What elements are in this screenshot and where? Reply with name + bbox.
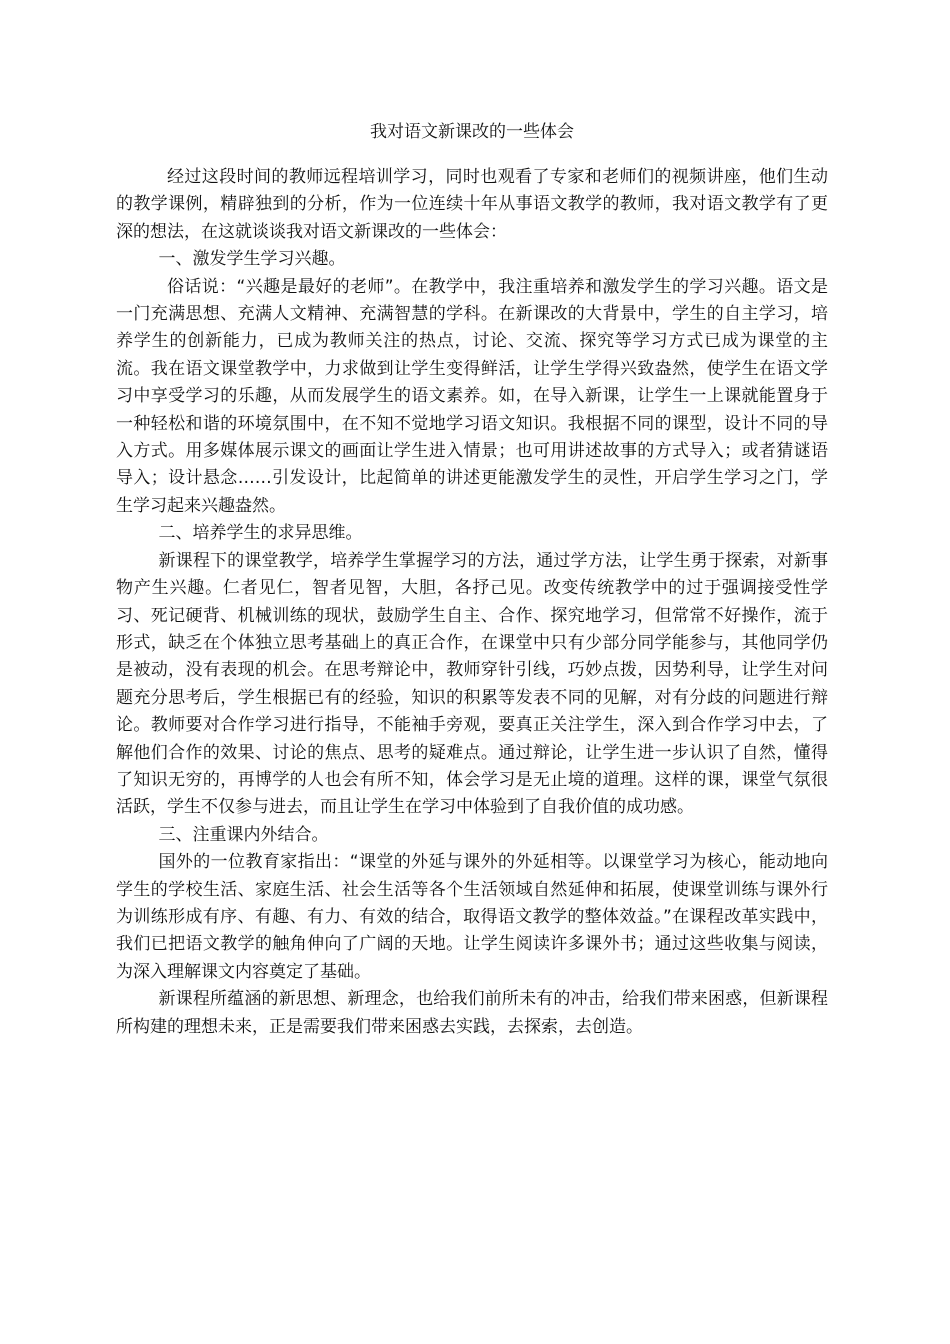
- closing-paragraph: 新课程所蕴涵的新思想、新理念，也给我们前所未有的冲击，给我们带来困惑，但新课程所构建的理想未来，正是需要我们带来困惑去实践，去探索，去创造。: [116, 989, 828, 1037]
- section-heading-3: 三、注重课内外结合。: [158, 824, 329, 845]
- intro-paragraph: 经过这段时间的教师远程培训学习，同时也观看了专家和老师们的视频讲座，他们生动的教学课例，精辟独到的分析，作为一位连续十年从事语文教学的教师，我对语文教学有了更深的想法，在这就谈谈我对语文新课改的一些体会：: [116, 167, 828, 242]
- section-1-paragraph: 俗话说：“兴趣是最好的老师”。在教学中，我注重培养和激发学生的学习兴趣。语文是一门充满思想、充满人文精神、充满智慧的学科。在新课改的大背景中，学生的自主学习，培养学生的创新能力，已成为教师关注的热点，讨论、交流、探究等学习方式已成为课堂的主流。我在语文课堂教学中，力求做到让学生变得鲜活，让学生学得兴致盎然，使学生在语文学习中享受学习的乐趣，从而发展学生的语文素养。如，在导入新课，让学生一上课就能置身于一种轻松和谐的环境氛围中，在不知不觉地学习语文知识。我根据不同的课型，设计不同的导入方式。用多媒体展示课文的画面让学生进入情景；也可用讲述故事的方式导入；或者猜谜语导入；设计悬念……引发设计，比起简单的讲述更能激发学生的灵性，开启学生学习之门，学生学习起来兴趣盎然。: [116, 276, 828, 516]
- page-title: 我对语文新课改的一些体会: [370, 122, 574, 142]
- document-page: [116, 118, 828, 1041]
- section-heading-2: 二、培养学生的求异思维。: [158, 523, 363, 544]
- section-3-paragraph: 国外的一位教育家指出：“课堂的外延与课外的外延相等。以课堂学习为核心，能动地向学生的学校生活、家庭生活、社会生活等各个生活领域自然延伸和拓展，使课堂训练与课外行为训练形成有序、有趣、有力、有效的结合，取得语文教学的整体效益。”在课程改革实践中，我们已把语文教学的触角伸向了广阔的天地。让学生阅读许多课外书；通过这些收集与阅读，为深入理解课文内容奠定了基础。: [116, 852, 828, 982]
- section-2-paragraph: 新课程下的课堂教学，培养学生掌握学习的方法，通过学方法，让学生勇于探索，对新事物产生兴趣。仁者见仁，智者见智，大胆，各抒己见。改变传统教学中的过于强调接受性学习、死记硬背、机械训练的现状，鼓励学生自主、合作、探究地学习，但常常不好操作，流于形式，缺乏在个体独立思考基础上的真正合作，在课堂中只有少部分同学能参与，其他同学仍是被动，没有表现的机会。在思考辩论中，教师穿针引线，巧妙点拨，因势利导，让学生对问题充分思考后，学生根据已有的经验，知识的积累等发表不同的见解，对有分歧的问题进行辩论。教师要对合作学习进行指导，不能袖手旁观，要真正关注学生，深入到合作学习中去，了解他们合作的效果、讨论的焦点、思考的疑难点。通过辩论，让学生进一步认识了自然，懂得了知识无穷的，再博学的人也会有所不知，体会学习是无止境的道理。这样的课，课堂气氛很活跃，学生不仅参与进去，而且让学生在学习中体验到了自我价值的成功感。: [116, 550, 828, 818]
- section-heading-1: 一、激发学生学习兴趣。: [158, 249, 346, 270]
